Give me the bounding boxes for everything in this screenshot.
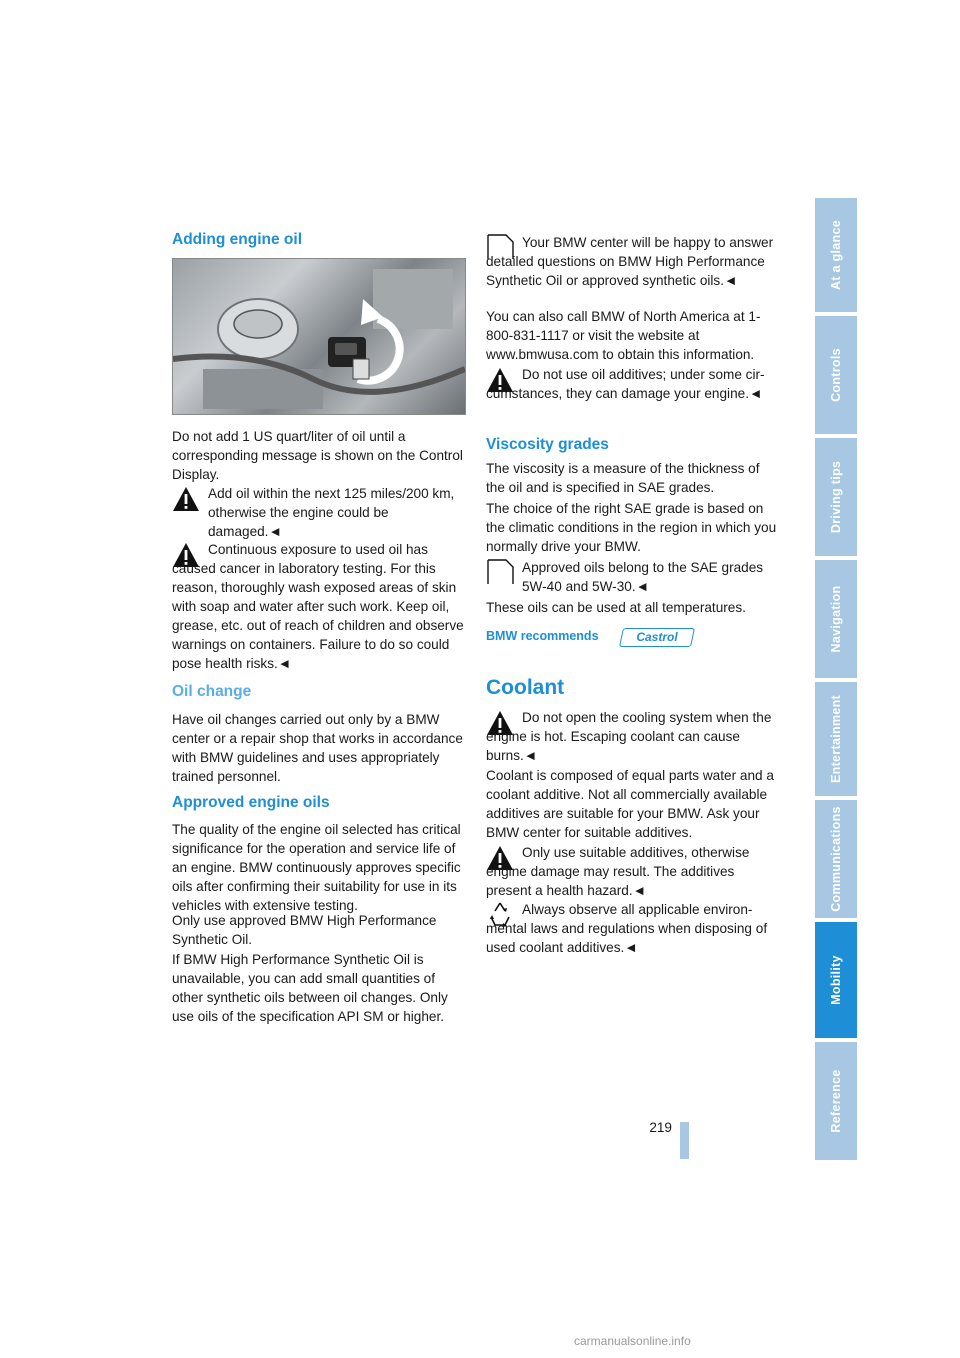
heading-adding-engine-oil: Adding engine oil <box>172 231 303 248</box>
environment-note <box>486 900 778 957</box>
warning-oil-additives-rest: cumstances, they can damage your engine.◄ <box>486 386 763 401</box>
warning-additives-first: Only use suitable additives, otherwise <box>522 845 750 860</box>
warning-add-oil <box>172 484 464 541</box>
paragraph-viscosity: The viscosity is a measure of the thickness of the oil and is specified in SAE grades. <box>486 461 760 495</box>
tab-reference[interactable]: Reference <box>815 1042 857 1160</box>
warning-oil-additives <box>486 365 778 403</box>
tab-controls[interactable]: Controls <box>815 316 857 434</box>
paragraph-coolant: Coolant is composed of equal parts water and a coolant additive. Not all commercially available additives are suitable for your BMW. Ask your BMW center for suitable additives. <box>486 768 774 840</box>
note-bmw-center-rest: detailed questions on BMW High Performance Synthetic Oil or approved synthetic oils.◄ <box>486 254 765 288</box>
note-bmw-center <box>486 233 778 290</box>
environment-note-first: Always observe all applicable environ- <box>522 902 753 917</box>
heading-oil-change: Oil change <box>172 683 252 700</box>
tab-driving-tips[interactable]: Driving tips <box>815 438 857 556</box>
paragraph-do-not-add: Do not add 1 US quart/liter of oil until a corresponding message is shown on the Control Display. <box>172 429 463 482</box>
paragraph-these-oils: These oils can be used at all temperatures. <box>486 600 746 615</box>
tab-entertainment[interactable]: Entertainment <box>815 682 857 796</box>
warning-used-oil <box>172 540 464 673</box>
note-approved-oils-rest: 5W-40 and 5W-30.◄ <box>522 579 650 594</box>
bmw-recommends-label: BMW recommends <box>486 629 599 643</box>
warning-oil-additives-first: Do not use oil additives; under some cir- <box>522 367 765 382</box>
castrol-logo: Castrol <box>619 628 695 647</box>
warning-cooling-system-rest: engine is hot. Escaping coolant can cause burns.◄ <box>486 729 740 763</box>
paragraph-choice: The choice of the right SAE grade is based on the climatic conditions in the region in which you normally drive your BMW. <box>486 501 777 554</box>
tab-at-a-glance[interactable]: At a glance <box>815 198 857 312</box>
note-bmw-center-first: Your BMW center will be happy to answer <box>522 235 774 250</box>
heading-approved-engine-oils: Approved engine oils <box>172 794 330 811</box>
chapter-sidebar <box>815 198 857 1160</box>
page-number-bar <box>680 1122 689 1159</box>
footer-watermark: carmanualsonline.info <box>574 1334 691 1348</box>
heading-coolant: Coolant <box>486 676 565 699</box>
environment-note-rest: mental laws and regulations when disposing of used coolant additives.◄ <box>486 921 768 955</box>
warning-used-oil-rest: caused cancer in laboratory testing. For this reason, thoroughly wash exposed areas of skin with soap and water after such work. Keep oil, grease, etc. out of reach of children and observe warnings on containers. Failure to do so could pose health risks.◄ <box>172 561 464 671</box>
tab-navigation[interactable]: Navigation <box>815 560 857 678</box>
note-approved-oils-first: Approved oils belong to the SAE grades <box>522 560 764 575</box>
warning-add-oil-first: Add oil within the next 125 miles/200 km, <box>208 486 455 501</box>
warning-additives-rest: engine damage may result. The additives present a health hazard.◄ <box>486 864 735 898</box>
paragraph-call: You can also call BMW of North America at 1-800-831-1117 or visit the website at www.bmwusa.com to obtain this information. <box>486 309 761 362</box>
paragraph-if-bmw: If BMW High Performance Synthetic Oil is unavailable, you can add small quantities of other synthetic oils between oil changes. Only use oils of the specification API SM or higher. <box>172 952 448 1024</box>
warning-used-oil-first: Continuous exposure to used oil has <box>208 542 428 557</box>
warning-cooling-system-first: Do not open the cooling system when the <box>522 710 772 725</box>
engine-oil-filler-photo <box>172 258 466 415</box>
tab-communications[interactable]: Communications <box>815 800 857 918</box>
note-approved-oils <box>486 558 778 596</box>
heading-viscosity-grades: Viscosity grades <box>486 436 609 453</box>
page-number: 219 <box>649 1120 672 1135</box>
bmw-recommends-banner <box>486 628 696 646</box>
paragraph-oil-change: Have oil changes carried out only by a BMW center or a repair shop that works in accordance with BMW guidelines and uses appropriately trained personnel. <box>172 712 463 784</box>
warning-cooling-system <box>486 708 778 765</box>
paragraph-quality: The quality of the engine oil selected has critical significance for the operation and service life of an engine. BMW continuously approves specific oils after confirming their suitability for use in its vehicles with extensive testing. <box>172 822 461 913</box>
tab-mobility[interactable]: Mobility <box>815 922 857 1038</box>
paragraph-only-use: Only use approved BMW High Performance Synthetic Oil. <box>172 913 437 947</box>
warning-add-oil-rest: otherwise the engine could be damaged.◄ <box>208 505 389 539</box>
warning-additives <box>486 843 778 900</box>
